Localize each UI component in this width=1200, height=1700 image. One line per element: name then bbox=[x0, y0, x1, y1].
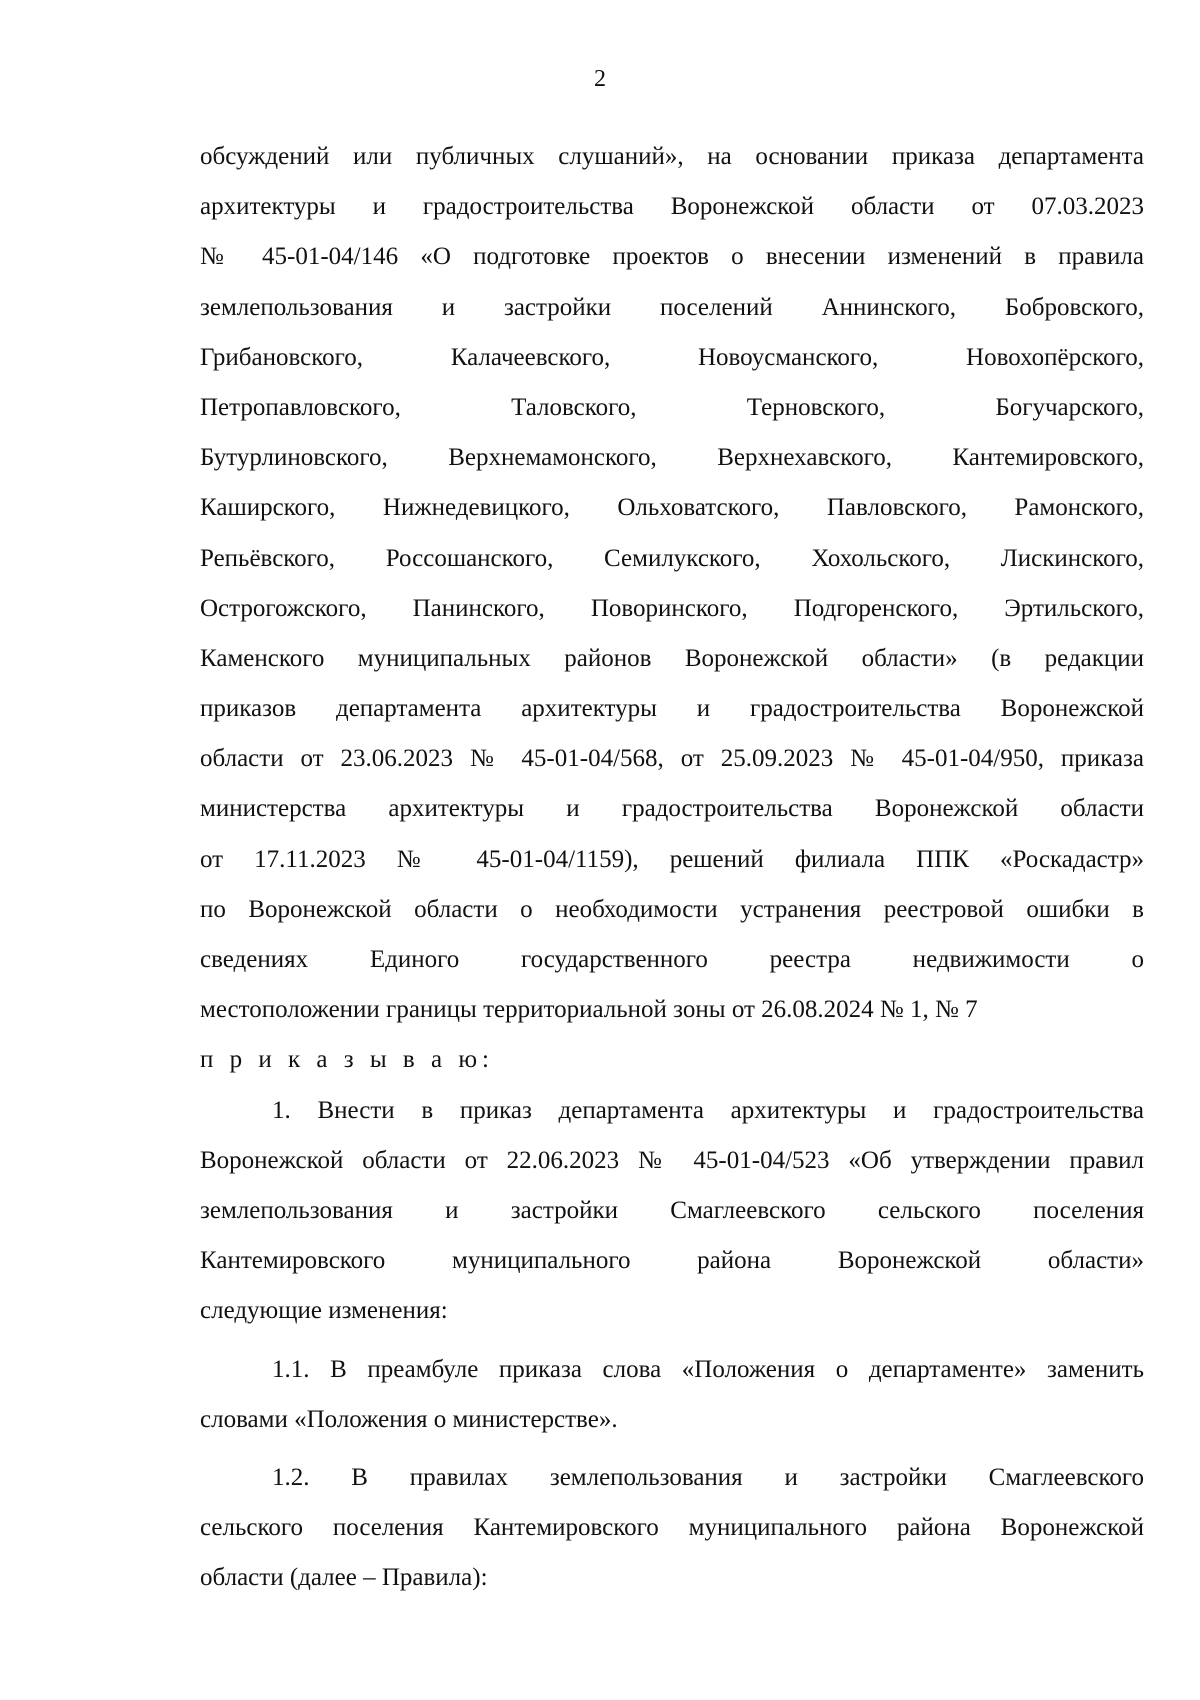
text-line: архитектуры и градостроительства Воронежской области от 07.03.2023 bbox=[200, 193, 1144, 221]
text-line: Кантемировского муниципального района Воронежской области» bbox=[200, 1247, 1144, 1275]
text-line: сельского поселения Кантемировского муниципального района Воронежской bbox=[200, 1514, 1144, 1542]
text-line: землепользования и застройки Смаглеевского сельского поселения bbox=[200, 1196, 1144, 1224]
text-line: Острогожского, Панинского, Поворинского, Подгоренского, Эртильского, bbox=[200, 594, 1144, 622]
order-keyword: п р и к а з ы в а ю: bbox=[200, 1046, 494, 1074]
text-line: Грибановского, Калачеевского, Новоусманского, Новохопёрского, bbox=[200, 343, 1144, 371]
clause-1-line: 1. Внести в приказ департамента архитектуры и градостроительства bbox=[272, 1096, 1144, 1124]
text-line: Каширского, Нижнедевицкого, Ольховатского, Павловского, Рамонского, bbox=[200, 494, 1144, 522]
text-line: местоположении границы территориальной зоны от 26.08.2024 № 1, № 7 bbox=[200, 996, 978, 1024]
text-line: от 17.11.2023 № 45-01-04/1159), решений филиала ППК «Роскадастр» bbox=[200, 845, 1144, 873]
text-line: следующие изменения: bbox=[200, 1297, 448, 1325]
text-line: № 45-01-04/146 «О подготовке проектов о внесении изменений в правила bbox=[200, 243, 1144, 271]
text-line: Петропавловского, Таловского, Терновского, Богучарского, bbox=[200, 393, 1144, 421]
text-line: министерства архитектуры и градостроительства Воронежской области bbox=[200, 795, 1144, 823]
page-number: 2 bbox=[594, 66, 606, 92]
clause-1-1-line: 1.1. В преамбуле приказа слова «Положения о департаменте» заменить bbox=[272, 1355, 1144, 1383]
text-line: Бутурлиновского, Верхнемамонского, Верхнехавского, Кантемировского, bbox=[200, 444, 1144, 472]
text-line: словами «Положения о министерстве». bbox=[200, 1405, 618, 1433]
text-line: Каменского муниципальных районов Воронежской области» (в редакции bbox=[200, 644, 1144, 672]
clause-1-2-line: 1.2. В правилах землепользования и застройки Смаглеевского bbox=[272, 1463, 1144, 1491]
text-line: по Воронежской области о необходимости устранения реестровой ошибки в bbox=[200, 895, 1144, 923]
text-line: области от 23.06.2023 № 45-01-04/568, от 25.09.2023 № 45-01-04/950, приказа bbox=[200, 745, 1144, 773]
text-line: области (далее – Правила): bbox=[200, 1564, 488, 1592]
text-line: приказов департамента архитектуры и градостроительства Воронежской bbox=[200, 695, 1144, 723]
document-body bbox=[200, 132, 1144, 1603]
text-line: обсуждений или публичных слушаний», на основании приказа департамента bbox=[200, 143, 1144, 170]
text-line: Воронежской области от 22.06.2023 № 45-01-04/523 «Об утверждении правил bbox=[200, 1146, 1144, 1174]
text-line: Репьёвского, Россошанского, Семилукского, Хохольского, Лискинского, bbox=[200, 544, 1144, 572]
text-line: землепользования и застройки поселений Аннинского, Бобровского, bbox=[200, 293, 1144, 321]
text-line: сведениях Единого государственного реестра недвижимости о bbox=[200, 946, 1144, 973]
